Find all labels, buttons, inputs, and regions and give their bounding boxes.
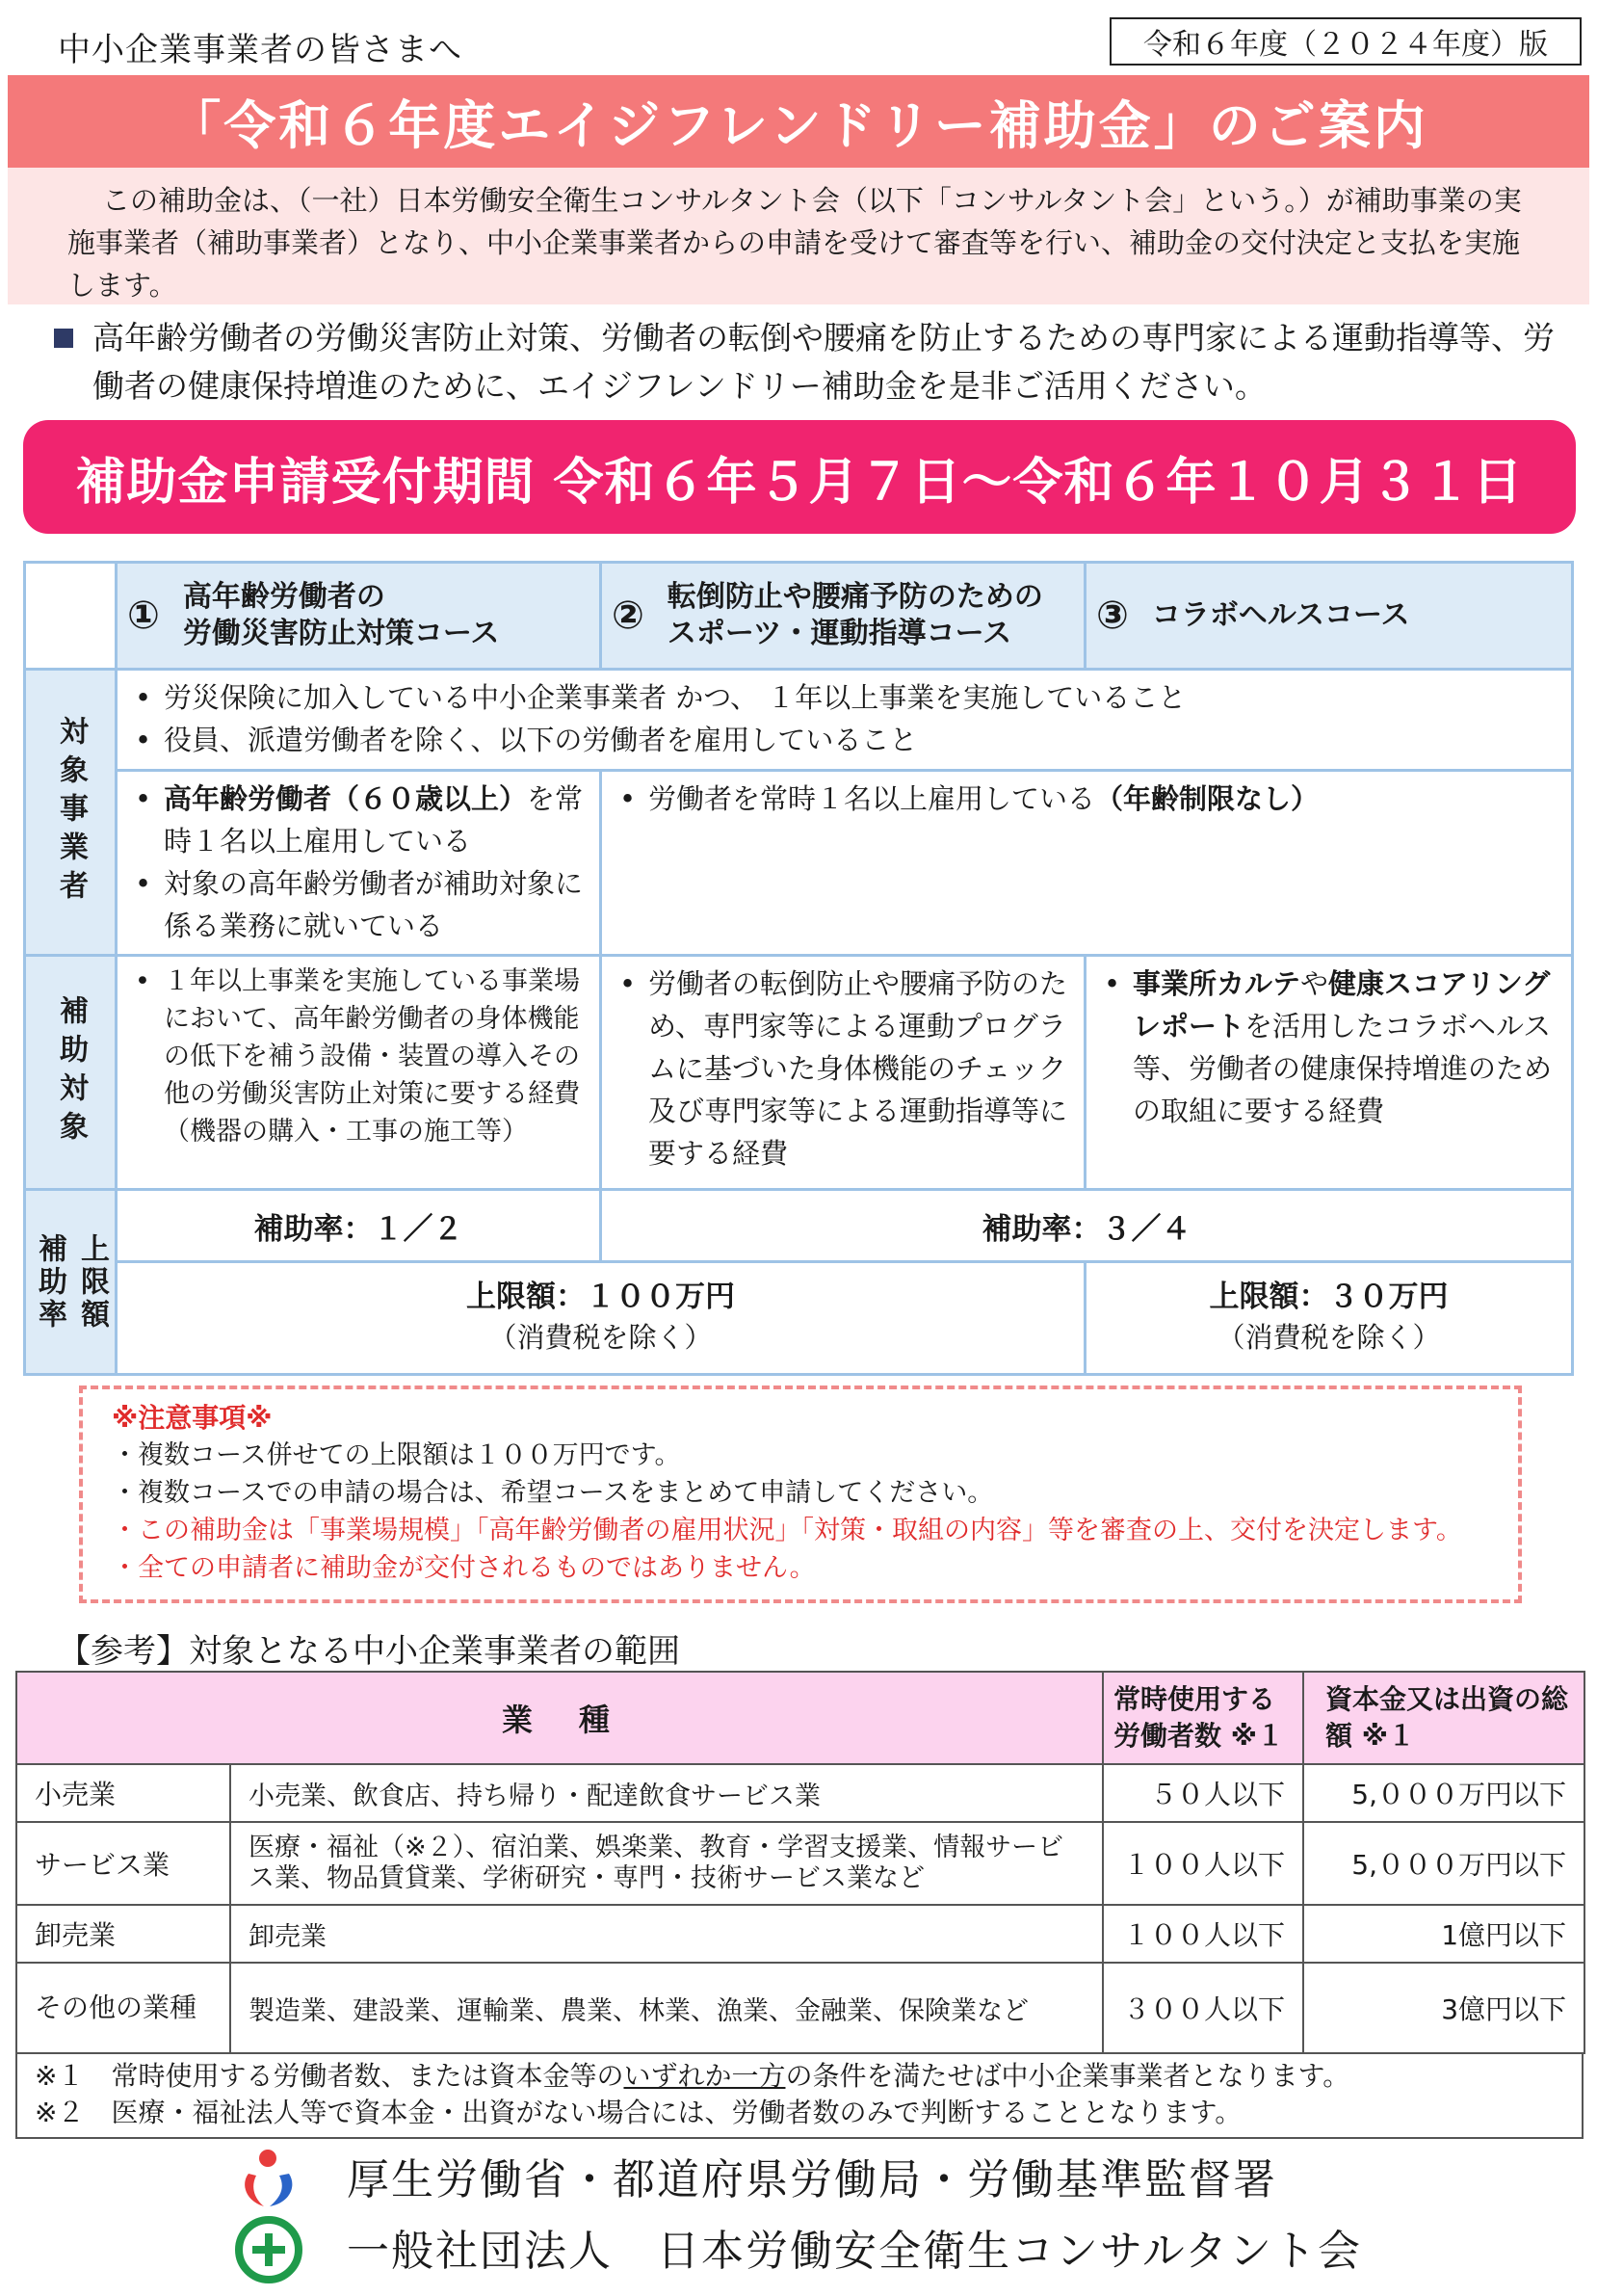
course-1-number: ①: [127, 594, 160, 638]
grid-line: [1084, 954, 1086, 1188]
row-label-subsidy-text: 補助対象: [54, 995, 88, 1149]
eligibility-common: [118, 671, 1571, 769]
cap-course-1-2: [118, 1263, 1084, 1373]
row-label-cap-text: 上限額: [75, 1232, 109, 1332]
subsidy-c1-sub: （機器の購入・工事の施工等）: [164, 1117, 528, 1147]
intro-text: この補助金は、（一社）日本労働安全衛生コンサルタント会（以下「コンサルタント会」という。）が補助事業の実施事業者（補助事業者）となり、中小企業事業者からの申請を受けて審査等を行い、補助金の交付決定と支払を実施します。: [67, 184, 1522, 302]
grid-line: [26, 954, 1571, 957]
corner-cell: [26, 564, 115, 668]
grid-line: [599, 769, 602, 1260]
row-detail: 医療・福祉（※２）、宿泊業、娯楽業、教育・学習支援業、情報サービス業、物品賃貸業、学術研究・専門・技術サービス業など: [230, 1822, 1103, 1905]
row-industry: その他の業種: [16, 1963, 230, 2053]
eligibility-c23-item: [614, 778, 1556, 820]
rate-course-1: 補助率：１／２: [253, 1211, 463, 1247]
row-workers: １００人以下: [1103, 1822, 1303, 1905]
row-workers: １００人以下: [1103, 1905, 1303, 1963]
grid-line: [1084, 1260, 1086, 1373]
rate-course-2-3: 補助率：３／４: [982, 1211, 1191, 1247]
course-3-number: ③: [1096, 594, 1129, 638]
reference-header-row: [16, 1672, 1584, 1764]
row-industry: サービス業: [16, 1822, 230, 1905]
course-3-line1: コラボヘルスコース: [1151, 598, 1410, 632]
table-row: [16, 1905, 1584, 1963]
course-table: [23, 561, 1574, 1376]
grid-line: [1084, 564, 1086, 668]
mhlw-logo-icon: [235, 2145, 302, 2212]
title-band: [8, 75, 1589, 168]
note-1-a: ※１ 常時使用する労働者数、または資本金等の: [35, 2060, 624, 2092]
row-workers: ３００人以下: [1103, 1963, 1303, 2053]
page-title: 「令和６年度エイジフレンドリー補助金」のご案内: [169, 94, 1428, 156]
subsidy-c3-rest: を活用したコラボヘルス等、労働者の健康保持増進のための取組に要する経費: [1133, 1010, 1553, 1127]
row-label-target: [26, 671, 115, 954]
eligibility-course-2-3: [602, 772, 1571, 954]
course-1-header: [118, 564, 599, 668]
header-industry: 業 種: [16, 1672, 1103, 1764]
subsidy-c1-text: １年以上事業を実施している事業場において、高年齢労働者の身体機能の低下を補う設備・装置の導入その他の労働災害防止対策に要する経費: [164, 966, 580, 1109]
course-1-line1: 高年齢労働者の: [182, 580, 385, 614]
course-2-header: [602, 564, 1084, 668]
header-capital: 資本金又は出資の総額 ※１: [1303, 1672, 1584, 1764]
row-capital: 3億円以下: [1303, 1963, 1584, 2053]
subsidy-course-1: [118, 957, 599, 1188]
course-2-line1: 転倒防止や腰痛予防のための: [667, 580, 1043, 614]
reference-notes: [15, 2052, 1584, 2139]
table-row: [16, 1764, 1584, 1822]
grid-line: [115, 769, 1571, 772]
notice-item-red: ・この補助金は「事業場規模」「高年齢労働者の雇用状況」「対策・取組の内容」等を審査の上、交付を決定します。: [112, 1516, 1462, 1545]
application-period-band: [23, 420, 1576, 534]
cap-12-amount: 上限額：１００万円: [466, 1280, 735, 1314]
cap-3-amount: 上限額：３０万円: [1209, 1280, 1449, 1314]
eligibility-c1-item: [129, 778, 584, 862]
row-label-rate: [26, 1191, 115, 1373]
row-detail: 製造業、建設業、運輸業、農業、林業、漁業、金融業、保険業など: [230, 1963, 1103, 2053]
notice-item: ・複数コースでの申請の場合は、希望コースをまとめて申請してください。: [112, 1478, 994, 1508]
table-row: [16, 1822, 1584, 1905]
cap-course-3: [1086, 1263, 1571, 1373]
cap-3-tax: （消費税を除く）: [1217, 1321, 1441, 1354]
row-detail: 卸売業: [230, 1905, 1103, 1963]
reference-table: [15, 1671, 1585, 2054]
course-2-number: ②: [612, 594, 644, 638]
subsidy-c1-item: [129, 963, 584, 1150]
course-2-line2: スポーツ・運動指導コース: [667, 617, 1012, 650]
grid-line: [115, 1260, 1571, 1263]
grid-line: [26, 668, 1571, 671]
eligibility-c1-bold: 高年齢労働者（６０歳以上）: [164, 782, 528, 815]
subsidy-c3-mid: や: [1300, 967, 1329, 1000]
row-workers: ５０人以下: [1103, 1764, 1303, 1822]
subsidy-course-2: [602, 957, 1084, 1188]
eligibility-c1-item-2: • 対象の高年齢労働者が補助対象に係る業務に就いている: [129, 862, 584, 947]
eligibility-common-item: • 役員、派遣労働者を除く、以下の労働者を雇用していること: [129, 719, 1556, 761]
course-3-header: [1086, 564, 1571, 668]
row-industry: 小売業: [16, 1764, 230, 1822]
eligibility-c23-text: 労働者を常時１名以上雇用している: [648, 782, 1096, 815]
edition-label: 令和６年度（２０２４年度）版: [1110, 17, 1582, 66]
row-label-subsidy: [26, 957, 115, 1188]
lead-paragraph: [54, 314, 1566, 410]
notice-heading: ※注意事項※: [112, 1402, 273, 1434]
subsidy-course-3: [1086, 957, 1571, 1188]
notice-item-red: ・全ての申請者に補助金が交付されるものではありません。: [112, 1553, 816, 1583]
note-2: ※２ 医療・福祉法人等で資本金・出資がない場合には、労働者数のみで判断することとなります。: [35, 2097, 1243, 2128]
audience-label: 中小企業事業者の皆さまへ: [58, 31, 462, 69]
consultant-association-logo-icon: [235, 2216, 302, 2283]
intro-box: [8, 168, 1589, 304]
notice-box: [79, 1386, 1522, 1603]
note-1: [35, 2058, 1562, 2095]
footer-org-1: 厚生労働省・都道府県労働局・労働基準監督署: [347, 2155, 1277, 2204]
eligibility-c23-bold: （年齢制限なし）: [1095, 782, 1320, 815]
row-industry: 卸売業: [16, 1905, 230, 1963]
subsidy-c3-bold1: 事業所カルテ: [1133, 967, 1301, 1000]
lead-text: 高年齢労働者の労働災害防止対策、労働者の転倒や腰痛を防止するための専門家による運動指導等、労働者の健康保持増進のために、エイジフレンドリー補助金を是非ご活用ください。: [92, 319, 1555, 405]
row-capital: 1億円以下: [1303, 1905, 1584, 1963]
header-workers: 常時使用する労働者数 ※１: [1103, 1672, 1303, 1764]
row-capital: 5,０００万円以下: [1303, 1764, 1584, 1822]
table-row: [16, 1963, 1584, 2053]
subsidy-c3-bold2: 健康スコアリングレポート: [1133, 967, 1551, 1042]
eligibility-common-item: • 労災保険に加入している中小企業事業者 かつ、 １年以上事業を実施していること: [129, 676, 1556, 719]
square-bullet-icon: [54, 329, 73, 348]
row-label-rate-text: 補助率: [33, 1232, 66, 1332]
grid-line: [115, 564, 118, 1373]
grid-line: [599, 564, 602, 668]
note-1-b: の条件を満たせば中小企業事業者となります。: [785, 2060, 1350, 2092]
eligibility-course-1: [118, 772, 599, 954]
cap-12-tax: （消費税を除く）: [488, 1321, 713, 1354]
grid-line: [26, 1188, 1571, 1191]
course-1-line2: 労働災害防止対策コース: [182, 617, 500, 650]
reference-title: 【参考】対象となる中小企業事業者の範囲: [58, 1632, 680, 1671]
row-capital: 5,０００万円以下: [1303, 1822, 1584, 1905]
note-1-underline: いずれか一方: [623, 2060, 786, 2092]
row-label-target-text: 対象事業者: [54, 716, 88, 909]
subsidy-c3-item: [1098, 963, 1556, 1132]
application-period: 補助金申請受付期間 令和６年５月７日～令和６年１０月３１日: [75, 453, 1524, 512]
footer-org-2: 一般社団法人 日本労働安全衛生コンサルタント会: [347, 2227, 1363, 2276]
subsidy-c2-item: • 労働者の転倒防止や腰痛予防のため、専門家等による運動プログラムに基づいた身体機能のチェック及び専門家等による運動指導等に要する経費: [614, 963, 1068, 1174]
notice-item: ・複数コース併せての上限額は１００万円です。: [112, 1440, 681, 1470]
eligibility-c1-rest: を常時１名以上雇用している: [164, 782, 584, 858]
row-detail: 小売業、飲食店、持ち帰り・配達飲食サービス業: [230, 1764, 1103, 1822]
